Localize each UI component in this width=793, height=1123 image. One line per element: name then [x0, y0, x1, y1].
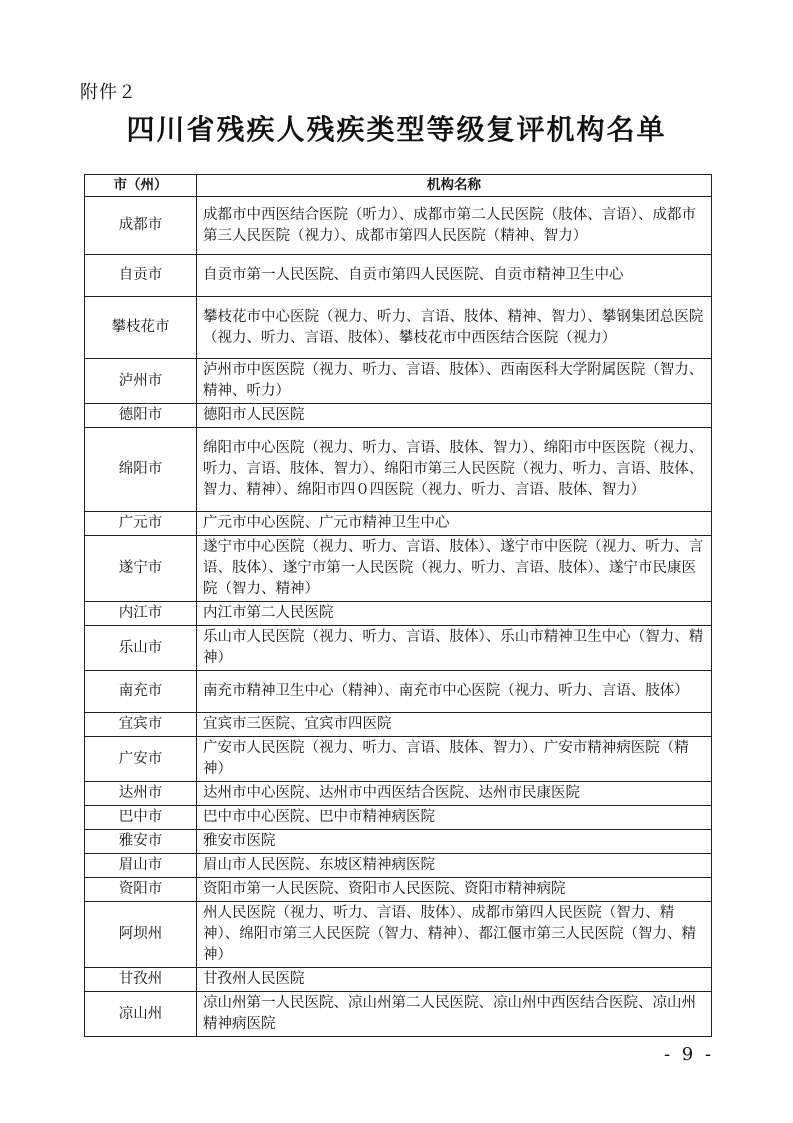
institution-cell: 巴中市中心医院、巴中市精神病医院 — [197, 806, 712, 830]
city-cell: 泸州市 — [85, 359, 197, 404]
city-cell: 凉山州 — [85, 992, 197, 1037]
institution-cell: 攀枝花市中心医院（视力、听力、言语、肢体、精神、智力）、攀钢集团总医院（视力、听力、言语、肢体）、攀枝花市中西医结合医院（视力） — [197, 297, 712, 359]
table-row — [85, 602, 712, 626]
city-cell: 资阳市 — [85, 878, 197, 902]
table-row — [85, 878, 712, 902]
institution-cell: 泸州市中医医院（视力、听力、言语、肢体）、西南医科大学附属医院（智力、精神、听力） — [197, 359, 712, 404]
city-cell: 眉山市 — [85, 854, 197, 878]
table-row — [85, 359, 712, 404]
table-row — [85, 806, 712, 830]
table-row — [85, 902, 712, 968]
city-cell: 绵阳市 — [85, 428, 197, 512]
table-row — [85, 197, 712, 255]
institution-cell: 眉山市人民医院、东坡区精神病医院 — [197, 854, 712, 878]
city-cell: 自贡市 — [85, 255, 197, 297]
table-row — [85, 428, 712, 512]
city-cell: 巴中市 — [85, 806, 197, 830]
city-cell: 雅安市 — [85, 830, 197, 854]
institution-cell: 甘孜州人民医院 — [197, 968, 712, 992]
institution-cell: 凉山州第一人民医院、凉山州第二人民医院、凉山州中西医结合医院、凉山州精神病医院 — [197, 992, 712, 1037]
city-cell: 成都市 — [85, 197, 197, 255]
table-row — [85, 782, 712, 806]
table-header-row — [85, 175, 712, 197]
table-row — [85, 512, 712, 536]
city-cell: 遂宁市 — [85, 536, 197, 602]
city-cell: 宜宾市 — [85, 713, 197, 737]
city-cell: 广元市 — [85, 512, 197, 536]
city-cell: 德阳市 — [85, 404, 197, 428]
table-row — [85, 404, 712, 428]
institution-cell: 内江市第二人民医院 — [197, 602, 712, 626]
institution-cell: 雅安市医院 — [197, 830, 712, 854]
institution-cell: 南充市精神卫生中心（精神）、南充市中心医院（视力、听力、言语、肢体） — [197, 671, 712, 713]
table-row — [85, 737, 712, 782]
table-row — [85, 713, 712, 737]
table-row — [85, 992, 712, 1037]
table-row — [85, 255, 712, 297]
city-cell: 广安市 — [85, 737, 197, 782]
page-number: - 9 - — [664, 1044, 715, 1065]
institution-cell: 资阳市第一人民医院、资阳市人民医院、资阳市精神病院 — [197, 878, 712, 902]
table-row — [85, 671, 712, 713]
table-row — [85, 626, 712, 671]
city-cell: 乐山市 — [85, 626, 197, 671]
table-row — [85, 830, 712, 854]
city-cell: 南充市 — [85, 671, 197, 713]
table-row — [85, 854, 712, 878]
institution-cell: 成都市中西医结合医院（听力）、成都市第二人民医院（肢体、言语）、成都市第三人民医院（视力）、成都市第四人民医院（精神、智力） — [197, 197, 712, 255]
city-cell: 甘孜州 — [85, 968, 197, 992]
header-city: 市（州） — [85, 175, 197, 197]
city-cell: 内江市 — [85, 602, 197, 626]
institution-cell: 宜宾市三医院、宜宾市四医院 — [197, 713, 712, 737]
table-row — [85, 968, 712, 992]
institution-cell: 州人民医院（视力、听力、言语、肢体）、成都市第四人民医院（智力、精神）、绵阳市第三人民医院（智力、精神）、都江偃市第三人民医院（智力、精神） — [197, 902, 712, 968]
table-row — [85, 536, 712, 602]
page-title: 四川省残疾人残疾类型等级复评机构名单 — [126, 113, 667, 146]
institution-cell: 广元市中心医院、广元市精神卫生中心 — [197, 512, 712, 536]
institution-cell: 绵阳市中心医院（视力、听力、言语、肢体、智力）、绵阳市中医医院（视力、听力、言语、肢体、智力）、绵阳市第三人民医院（视力、听力、言语、肢体、智力、精神）、绵阳市四０四医院（视力、听力、言语、肢体、智力） — [197, 428, 712, 512]
institution-table — [84, 174, 712, 1037]
institution-cell: 德阳市人民医院 — [197, 404, 712, 428]
institution-cell: 自贡市第一人民医院、自贡市第四人民医院、自贡市精神卫生中心 — [197, 255, 712, 297]
institution-cell: 广安市人民医院（视力、听力、言语、肢体、智力）、广安市精神病医院（精神） — [197, 737, 712, 782]
city-cell: 攀枝花市 — [85, 297, 197, 359]
attachment-label: 附件２ — [80, 82, 137, 103]
city-cell: 达州市 — [85, 782, 197, 806]
city-cell: 阿坝州 — [85, 902, 197, 968]
institution-cell: 遂宁市中心医院（视力、听力、言语、肢体）、遂宁市中医院（视力、听力、言语、肢体）、遂宁市第一人民医院（视力、听力、言语、肢体）、遂宁市民康医院（智力、精神） — [197, 536, 712, 602]
table-row — [85, 297, 712, 359]
institution-cell: 乐山市人民医院（视力、听力、言语、肢体）、乐山市精神卫生中心（智力、精神） — [197, 626, 712, 671]
header-institution: 机构名称 — [197, 175, 712, 197]
institution-cell: 达州市中心医院、达州市中西医结合医院、达州市民康医院 — [197, 782, 712, 806]
